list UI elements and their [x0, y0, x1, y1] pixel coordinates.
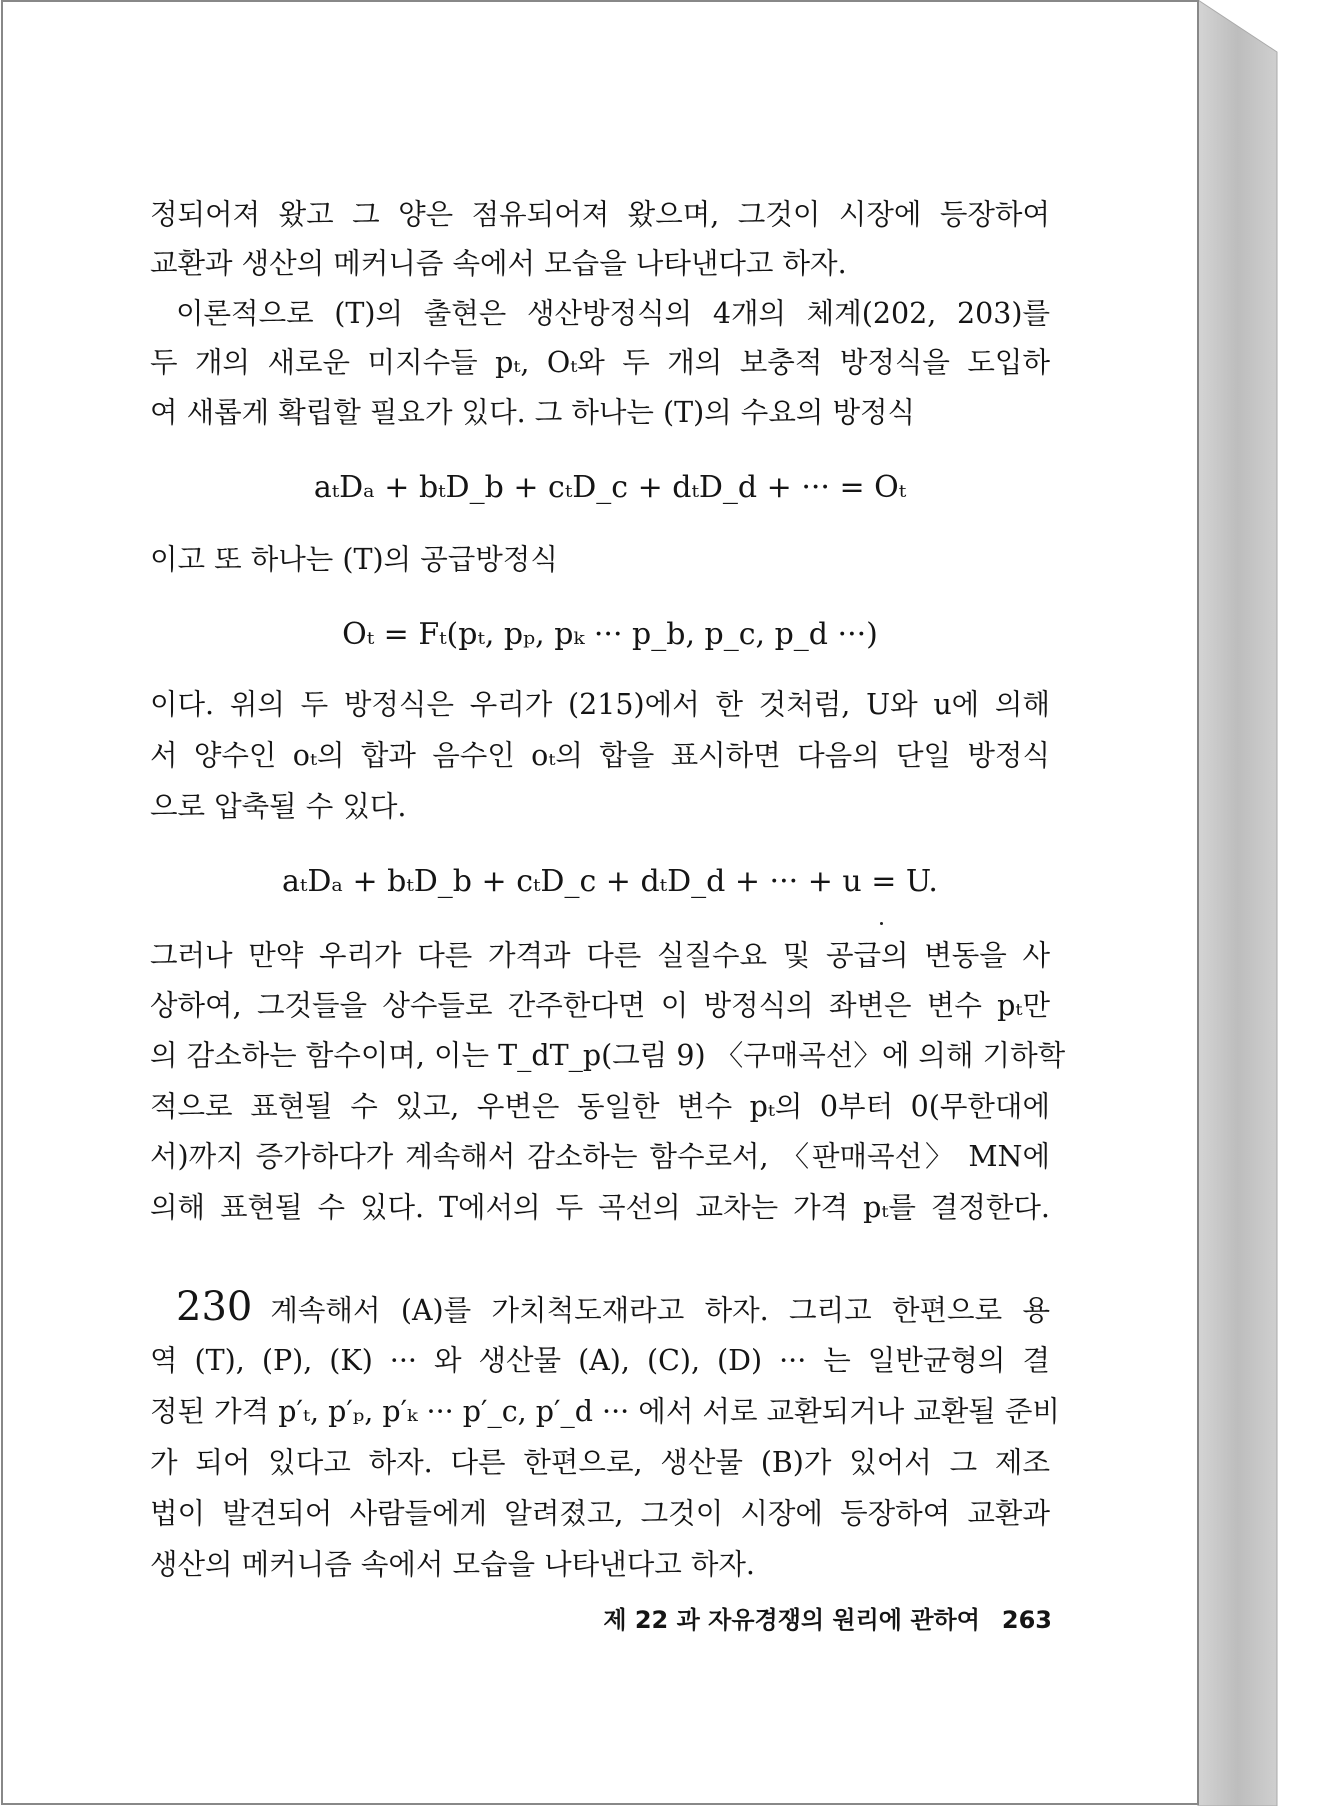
equation-combined: aₜDₐ + bₜD_b + cₜD_c + dₜD_d + ··· + u = U. [282, 864, 938, 899]
paragraph-4-line-1: 이다. 위의 두 방정식은 우리가 (215)에서 한 것처럼, U와 u에 의해 [150, 688, 1050, 721]
equation-supply: Oₜ = Fₜ(pₜ, pₚ, pₖ ··· p_b, p_c, p_d ···) [342, 617, 878, 652]
paragraph-6-line-2: 역 (T), (P), (K) ··· 와 생산물 (A), (C), (D) ··· 는 일반균형의 결 [150, 1344, 1050, 1377]
paragraph-6-line-6: 생산의 메커니즘 속에서 모습을 나타낸다고 하자. [150, 1548, 755, 1581]
paragraph-5-line-6: 의해 표현될 수 있다. T에서의 두 곡선의 교차는 가격 pₜ를 결정한다. [150, 1191, 1050, 1224]
paragraph-4-line-3: 으로 압축될 수 있다. [150, 790, 407, 823]
section-230-first-line [150, 1284, 1050, 1331]
paragraph-6-line-1: 계속해서 (A)를 가치척도재라고 하자. 그리고 한편으로 용 [270, 1294, 1050, 1327]
paragraph-5-line-5: 서)까지 증가하다가 계속해서 감소하는 함수로서, 〈판매곡선〉 MN에 [150, 1140, 1050, 1173]
section-number: 230 [176, 1284, 253, 1330]
running-head: 제 22 과 자유경쟁의 원리에 관하여 [603, 1606, 980, 1634]
paragraph-6-line-3: 정된 가격 p′ₜ, p′ₚ, p′ₖ ··· p′_c, p′_d ··· 에서 서로 교환되거나 교환될 준비 [150, 1395, 1060, 1428]
paragraph-6-line-5: 법이 발견되어 사람들에게 알려졌고, 그것이 시장에 등장하여 교환과 [150, 1497, 1050, 1530]
paragraph-5-line-1: 그러나 만약 우리가 다른 가격과 다른 실질수요 및 공급의 변동을 사 [150, 939, 1050, 972]
paragraph-5-line-2: 상하여, 그것들을 상수들로 간주한다면 이 방정식의 좌변은 변수 pₜ만 [150, 989, 1050, 1022]
paragraph-3-line-1: 이고 또 하나는 (T)의 공급방정식 [150, 543, 558, 576]
page-number: 263 [1001, 1606, 1052, 1634]
equation-demand: aₜDₐ + bₜD_b + cₜD_c + dₜD_d + ··· = Oₜ [313, 470, 907, 505]
paragraph-2-line-3: 여 새롭게 확립할 필요가 있다. 그 하나는 (T)의 수요의 방정식 [150, 396, 916, 429]
paragraph-1-line-1: 정되어져 왔고 그 양은 점유되어져 왔으며, 그것이 시장에 등장하여 [150, 198, 1050, 231]
paragraph-5-line-4: 적으로 표현될 수 있고, 우변은 동일한 변수 pₜ의 0부터 0(무한대에 [150, 1090, 1050, 1123]
paragraph-5-line-3: 의 감소하는 함수이며, 이는 T_dT_p(그림 9) 〈구매곡선〉에 의해 기하학 [150, 1039, 1066, 1072]
paragraph-1-line-2: 교환과 생산의 메커니즘 속에서 모습을 나타낸다고 하자. [150, 247, 847, 280]
page-footer [603, 1604, 1052, 1636]
paragraph-6-line-4: 가 되어 있다고 하자. 다른 한편으로, 생산물 (B)가 있어서 그 제조 [150, 1446, 1050, 1479]
paragraph-2-line-1: 이론적으로 (T)의 출현은 생산방정식의 4개의 체계(202, 203)를 [176, 297, 1050, 330]
paragraph-2-line-2: 두 개의 새로운 미지수들 pₜ, Oₜ와 두 개의 보충적 방정식을 도입하 [150, 346, 1050, 379]
paragraph-4-line-2: 서 양수인 oₜ의 합과 음수인 oₜ의 합을 표시하면 다음의 단일 방정식 [150, 739, 1050, 772]
speck-dot [880, 922, 883, 925]
